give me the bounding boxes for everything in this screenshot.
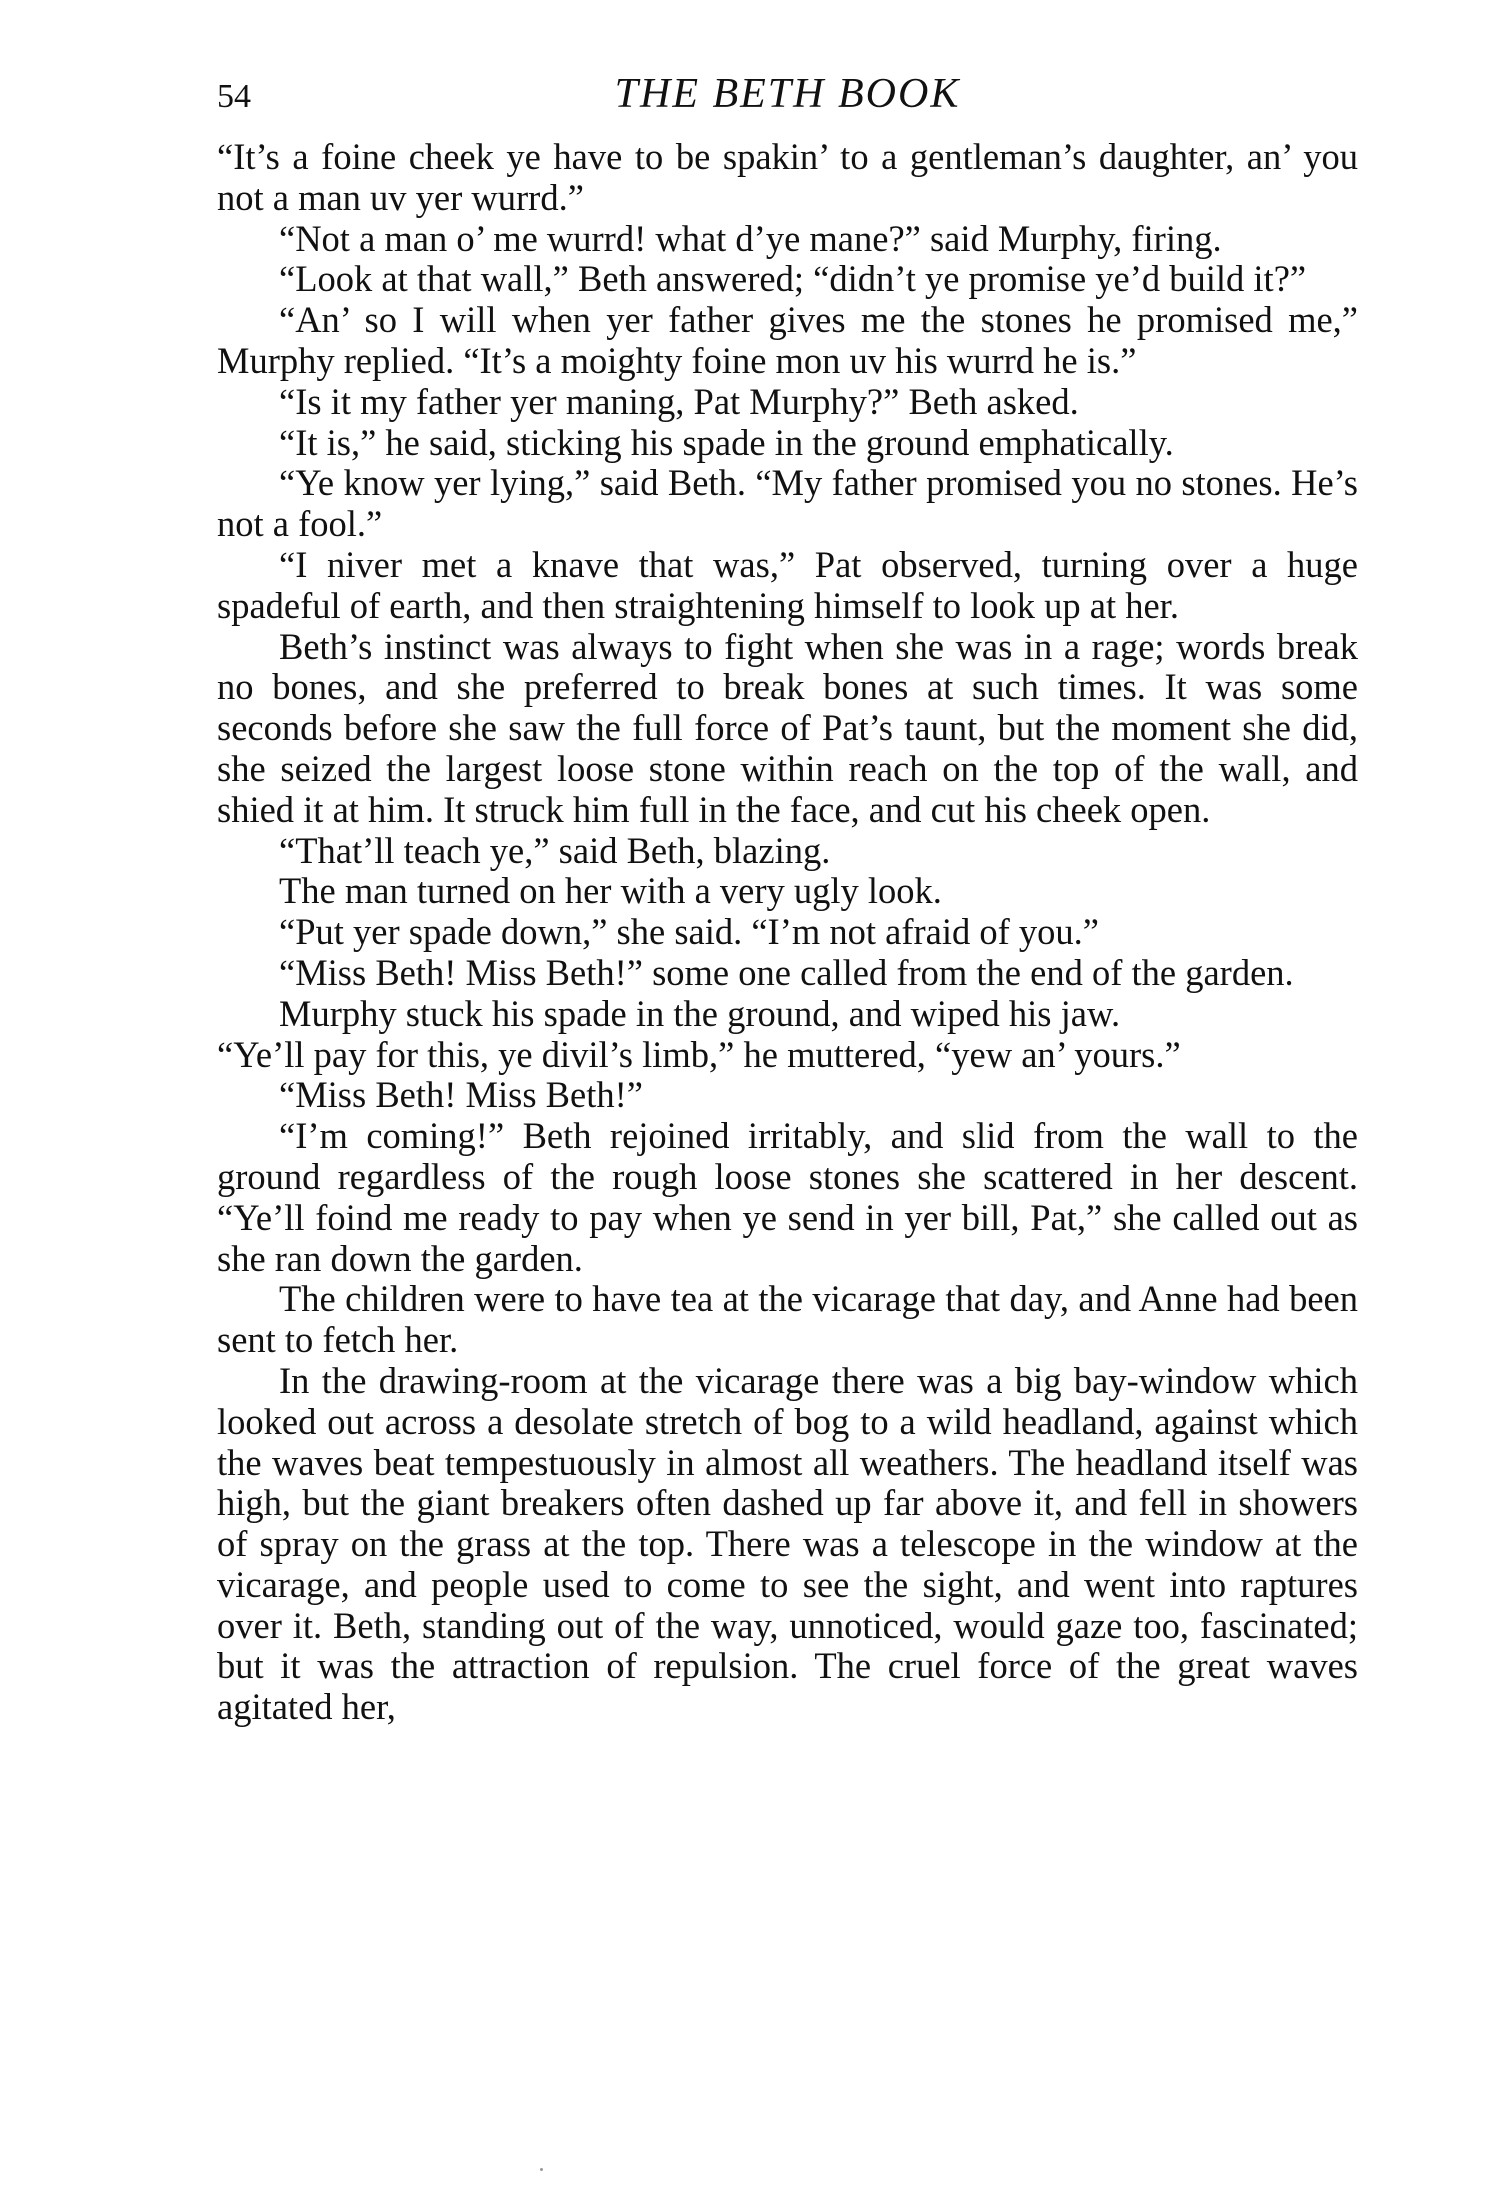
paragraph: “That’ll teach ye,” said Beth, blazing. bbox=[279, 829, 831, 871]
running-title: THE BETH BOOK bbox=[614, 71, 961, 117]
paragraph: Beth’s instinct was always to fight when she was in a rage; words break no bones, and she preferred to break bones at such times. It was some seconds before she saw the full force of Pat’s taunt, but the moment she did, she seized the largest loose stone within reach on the top of the wall, and shied it at him. It struck him full in the face, and cut his cheek open. bbox=[217, 625, 1358, 830]
paragraph: The man turned on her with a very ugly look. bbox=[279, 870, 942, 912]
paper-speck bbox=[540, 2168, 543, 2171]
paragraph: “It is,” he said, sticking his spade in the ground emphatically. bbox=[279, 421, 1174, 463]
paragraph: Murphy stuck his spade in the ground, and wiped his jaw. bbox=[279, 992, 1121, 1034]
paragraph: “Is it my father yer maning, Pat Murphy?” Beth asked. bbox=[279, 380, 1079, 422]
paragraph: “It’s a foine cheek ye have to be spakin’ to a gentleman’s daughter, an’ you not a man uv yer wurrd.” bbox=[217, 136, 1358, 218]
paragraph: “Not a man o’ me wurrd! what d’ye mane?” said Murphy, firing. bbox=[279, 217, 1222, 259]
paragraph: “Ye know yer lying,” said Beth. “My father promised you no stones. He’s not a fool.” bbox=[217, 462, 1358, 545]
paragraph: “I niver met a knave that was,” Pat observed, turning over a huge spadeful of earth, and then straightening himself to look up at her. bbox=[217, 543, 1358, 626]
paragraph: “Look at that wall,” Beth answered; “didn’t ye promise ye’d build it?” bbox=[279, 258, 1307, 300]
paragraph: “Miss Beth! Miss Beth!” bbox=[279, 1074, 643, 1116]
paragraph: “Miss Beth! Miss Beth!” some one called from the end of the garden. bbox=[279, 951, 1294, 993]
paragraph: “I’m coming!” Beth rejoined irritably, and slid from the wall to the ground regardless of the rough loose stones she scattered in her descent. “Ye’ll foind me ready to pay when ye send in yer bill, Pat,” she called out as she ran down the garden. bbox=[217, 1115, 1358, 1279]
page-number: 54 bbox=[217, 78, 251, 115]
paragraph: “Put yer spade down,” she said. “I’m not afraid of you.” bbox=[279, 911, 1099, 953]
body-text bbox=[217, 137, 1358, 1728]
page-header bbox=[217, 62, 1358, 122]
paragraph: “Ye’ll pay for this, ye divil’s limb,” he muttered, “yew an’ yours.” bbox=[217, 1033, 1181, 1075]
paragraph: “An’ so I will when yer father gives me the stones he promised me,” Murphy replied. “It’s a moighty foine mon uv his wurrd he is.” bbox=[217, 299, 1358, 381]
paragraph: The children were to have tea at the vicarage that day, and Anne had been sent to fetch her. bbox=[217, 1278, 1358, 1361]
paragraph: In the drawing-room at the vicarage there was a big bay-window which looked out across a desolate stretch of bog to a wild headland, against which the waves beat tempestuously in almost all weathers. The headland itself was high, but the giant breakers often dashed up far above it, and fell in showers of spray on the grass at the top. There was a telescope in the window at the vicarage, and people used to come to see the sight, and went into raptures over it. Beth, standing out of the way, unnoticed, would gaze too, fascinated; but it was the attraction of repulsion. The cruel force of the great waves agitated her, bbox=[217, 1359, 1358, 1728]
